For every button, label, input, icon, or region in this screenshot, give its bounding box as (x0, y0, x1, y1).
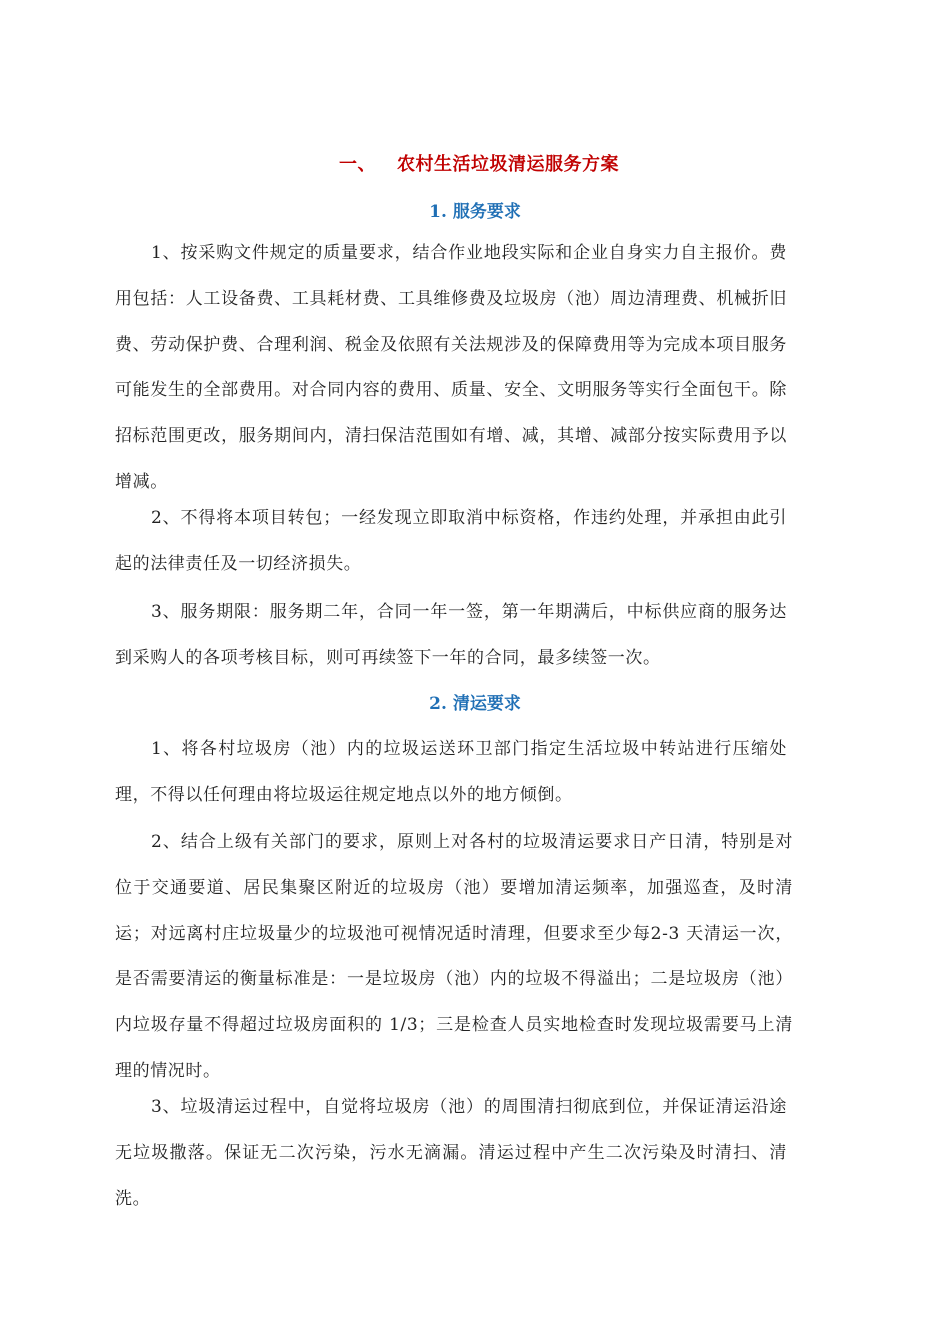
section-heading-service-requirements: 1. 服务要求 (429, 202, 521, 222)
section-heading-clearance-requirements: 2. 清运要求 (429, 694, 521, 714)
paragraph: 1、按采购文件规定的质量要求，结合作业地段实际和企业自身实力自主报价。费用包括：人工设备费、工具耗材费、工具维修费及垃圾房（池）周边清理费、机械折旧费、劳动保护费、合理利润、税金及依照有关法规涉及的保障费用等为完成本项目服务可能发生的全部费用。对合同内容的费用、质量、安全、文明服务等实行全面包干。除招标范围更改，服务期间内，清扫保洁范围如有增、减，其增、减部分按实际费用予以增减。 (115, 243, 787, 492)
paragraph: 3、垃圾清运过程中，自觉将垃圾房（池）的周围清扫彻底到位，并保证清运沿途无垃圾撒落。保证无二次污染，污水无滴漏。清运过程中产生二次污染及时清扫、清洗。 (115, 1097, 787, 1209)
paragraph: 2、不得将本项目转包；一经发现立即取消中标资格，作违约处理，并承担由此引起的法律责任及一切经济损失。 (115, 508, 787, 574)
document-title (0, 151, 950, 179)
title-text: 农村生活垃圾清运服务方案 (397, 154, 619, 175)
title-number: 一、 (339, 154, 376, 175)
paragraph: 3、服务期限：服务期二年，合同一年一签，第一年期满后，中标供应商的服务达到采购人的各项考核目标，则可再续签下一年的合同，最多续签一次。 (115, 602, 787, 668)
paragraph: 2、结合上级有关部门的要求，原则上对各村的垃圾清运要求日产日清，特别是对位于交通要道、居民集聚区附近的垃圾房（池）要增加清运频率，加强巡查，及时清运；对远离村庄垃圾量少的垃圾池可视情况适时清理，但要求至少每2-3 天清运一次，是否需要清运的衡量标准是：一是垃圾房（池）内的垃圾不得溢出；二是垃圾房（池）内垃圾存量不得超过垃圾房面积的 1/3；三是检查人员实地检查时发现垃圾需要马上清理的情况时。 (115, 832, 793, 1081)
paragraph: 1、将各村垃圾房（池）内的垃圾运送环卫部门指定生活垃圾中转站进行压缩处理，不得以任何理由将垃圾运往规定地点以外的地方倾倒。 (115, 739, 787, 805)
